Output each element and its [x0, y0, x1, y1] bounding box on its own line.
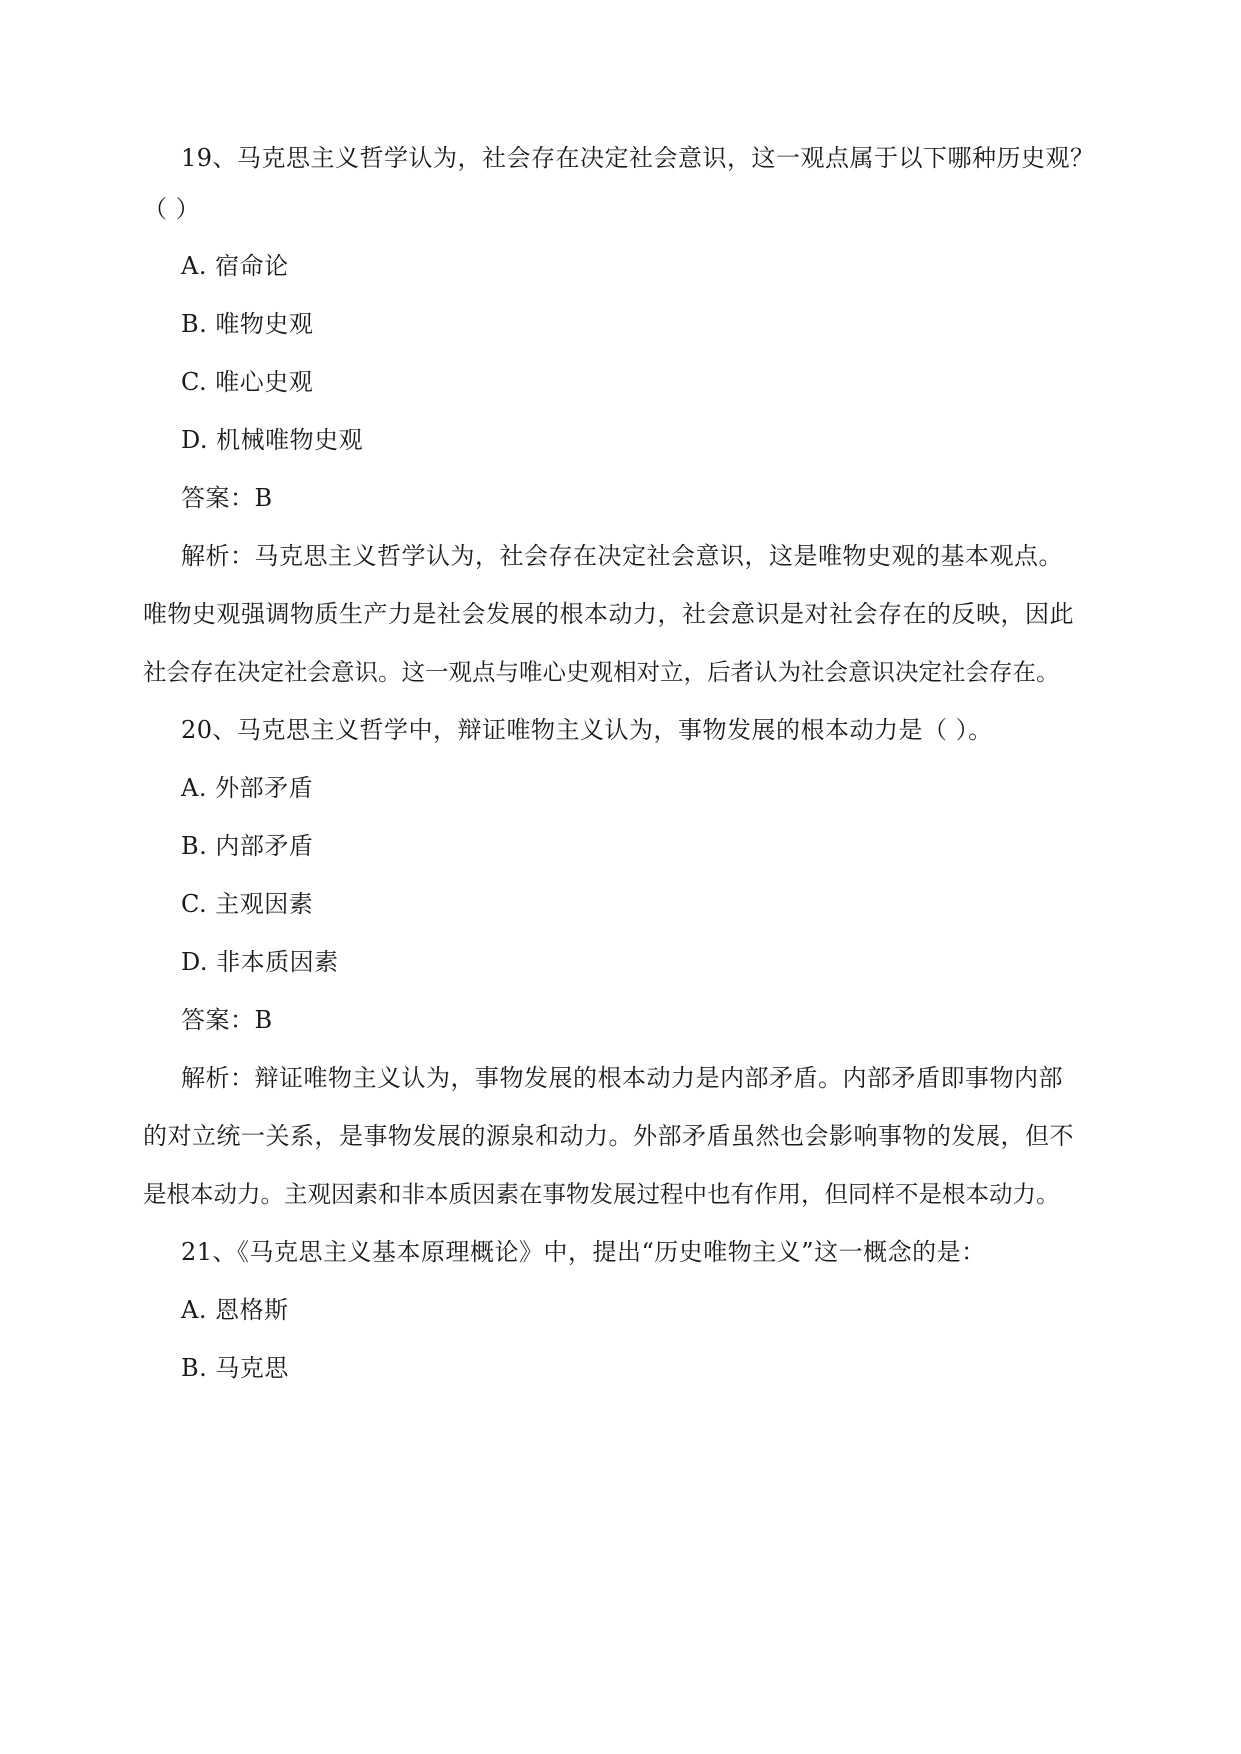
- question-21-stem: 21、《马克思主义基本原理概论》中，提出“历史唯物主义”这一概念的是：: [181, 1238, 986, 1266]
- question-20-stem: 20、马克思主义哲学中，辩证唯物主义认为，事物发展的根本动力是（ ）。: [181, 716, 993, 744]
- question-19-analysis-line: 社会存在决定社会意识。这一观点与唯心史观相对立，后者认为社会意识决定社会存在。: [143, 658, 1060, 686]
- question-20-option-c: C. 主观因素: [181, 890, 314, 918]
- question-19-answer: 答案：B: [181, 484, 273, 512]
- question-19-option-d: D. 机械唯物史观: [181, 426, 364, 454]
- question-19-blank: （ ）: [143, 195, 201, 223]
- question-21-option-a: A. 恩格斯: [181, 1296, 289, 1324]
- question-20-analysis-line: 解析：辩证唯物主义认为，事物发展的根本动力是内部矛盾。内部矛盾即事物内部: [181, 1064, 1063, 1092]
- question-19-analysis-line: 解析：马克思主义哲学认为，社会存在决定社会意识，这是唯物史观的基本观点。: [181, 542, 1063, 570]
- question-19-analysis-line: 唯物史观强调物质生产力是社会发展的根本动力，社会意识是对社会存在的反映，因此: [143, 600, 1074, 628]
- question-19-option-b: B. 唯物史观: [181, 310, 314, 338]
- question-20-answer: 答案：B: [181, 1006, 273, 1034]
- question-20-option-d: D. 非本质因素: [181, 948, 339, 976]
- question-19-option-c: C. 唯心史观: [181, 368, 314, 396]
- question-20-option-b: B. 内部矛盾: [181, 832, 314, 860]
- question-19-option-a: A. 宿命论: [181, 252, 289, 280]
- question-20-analysis-line: 是根本动力。主观因素和非本质因素在事物发展过程中也有作用，但同样不是根本动力。: [143, 1180, 1060, 1208]
- question-19-stem: 19、马克思主义哲学认为，社会存在决定社会意识，这一观点属于以下哪种历史观？: [181, 144, 1095, 172]
- question-20-analysis-line: 的对立统一关系，是事物发展的源泉和动力。外部矛盾虽然也会影响事物的发展，但不: [143, 1122, 1074, 1150]
- question-21-option-b: B. 马克思: [181, 1354, 289, 1382]
- question-20-option-a: A. 外部矛盾: [181, 774, 314, 802]
